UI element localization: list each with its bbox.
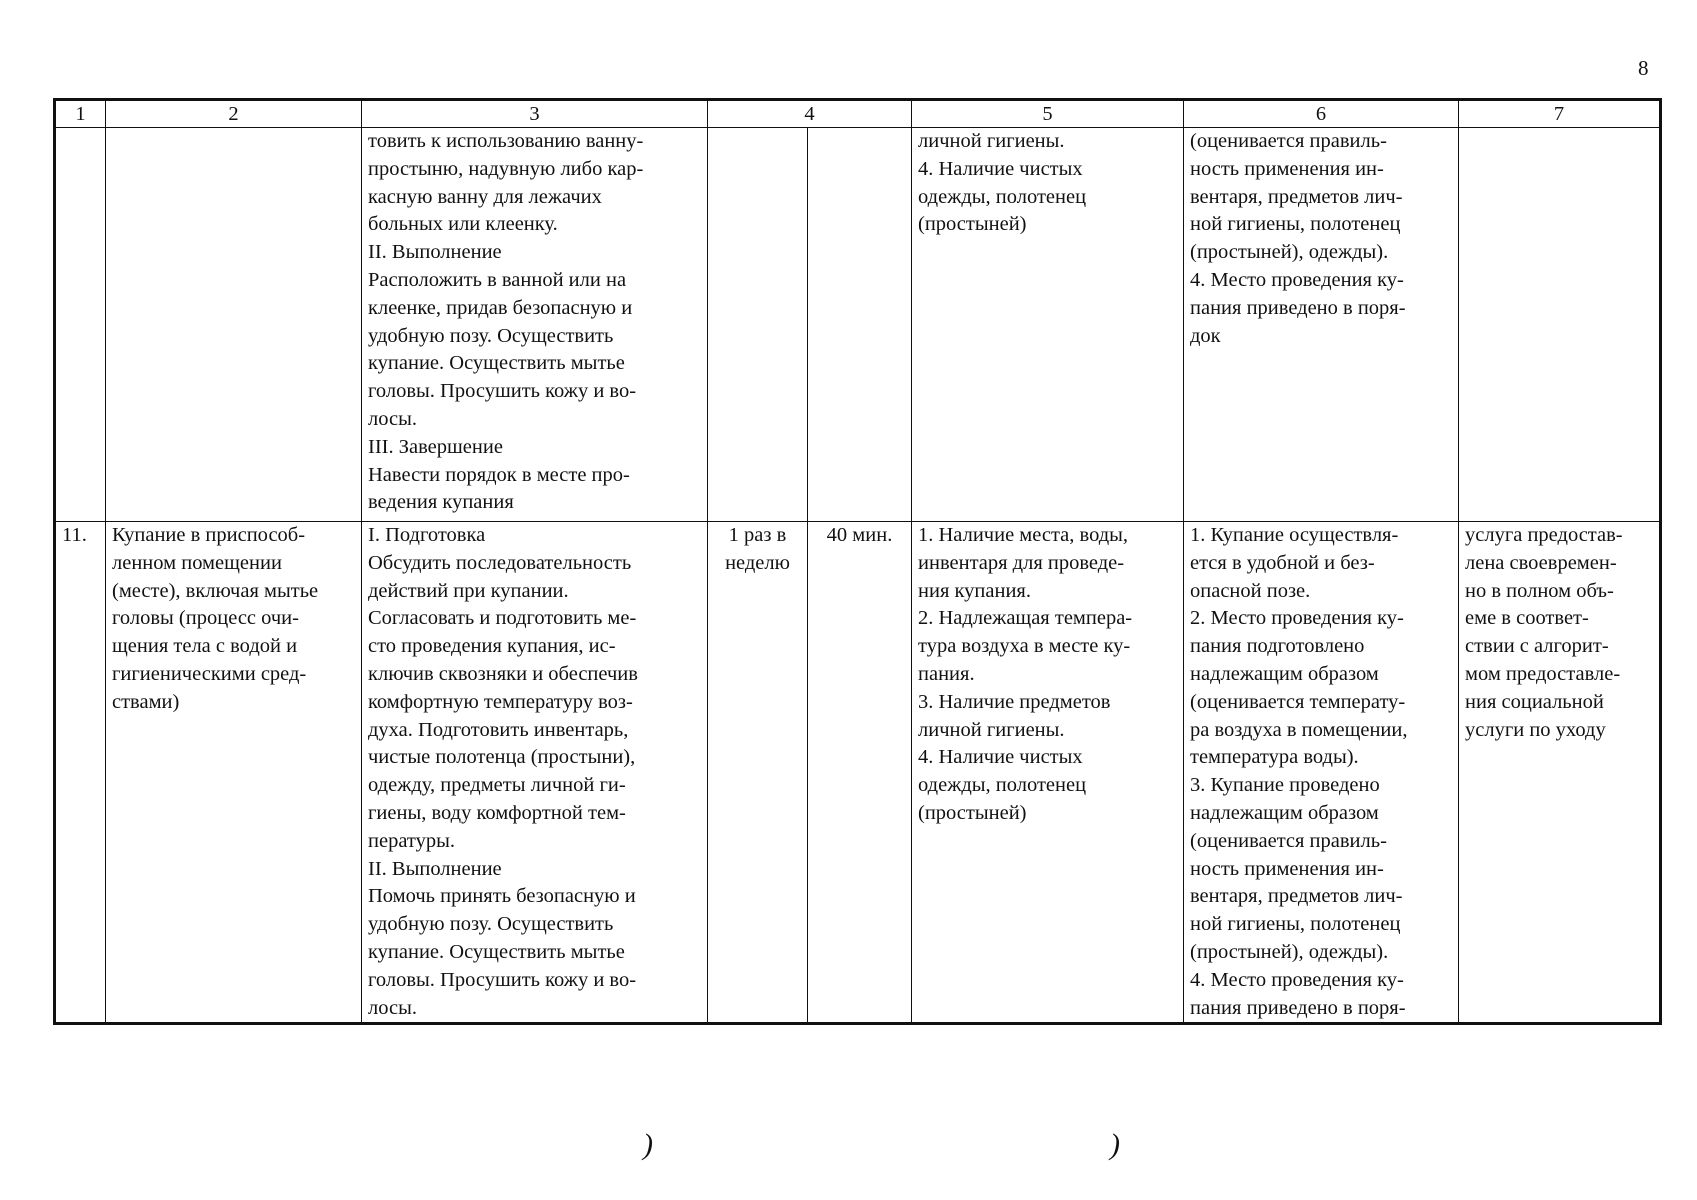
header-col-2: 2 [106,101,362,128]
footer-mark-right: ) [1110,1128,1120,1161]
page-number: 8 [1638,56,1649,80]
header-col-4: 4 [708,101,912,128]
header-row [56,101,1660,128]
cell-service [106,128,362,522]
cell-procedure: товить к использованию ванну- простыню, надувную либо кар- касную ванну для лежачих больных или клеенку. II. Выполнение Расположить в ванной или на клеенке, придав безопасную и удобную позу. Осуществить купание. Осуществить мытье головы. Просушить кожу и во- лосы. III. Завершение Навести порядок в месте про- ведения купания [362,128,708,522]
footer-mark-left: ) [643,1128,653,1161]
header-col-6: 6 [1184,101,1459,128]
cell-number: 11. [56,522,106,1023]
services-table [55,100,1660,1023]
cell-evaluation: услуга предостав- лена своевремен- но в полном объ- еме в соответ- ствии с алгорит- мом предоставле- ния социальной услуги по уходу [1459,522,1660,1023]
cell-duration [808,128,912,522]
cell-quality: (оценивается правиль- ность применения ин- вентаря, предметов лич- ной гигиены, полотенец (простыней), одежды). 4. Место проведения ку- пания приведено в поря- док [1184,128,1459,522]
cell-procedure: I. Подготовка Обсудить последовательность действий при купании. Согласовать и подготовить ме- сто проведения купания, ис- ключив сквозняки и обеспечив комфортную температуру воз- духа. Подготовить инвентарь, чистые полотенца (простыни), одежду, предметы личной ги- гиены, воду комфортной тем- пературы. II. Выполнение Помочь принять безопасную и удобную позу. Осуществить купание. Осуществить мытье головы. Просушить кожу и во- лосы. [362,522,708,1023]
cell-conditions: 1. Наличие места, воды, инвентаря для проведе- ния купания. 2. Надлежащая темпера- тура воздуха в месте ку- пания. 3. Наличие предметов личной гигиены. 4. Наличие чистых одежды, полотенец (простыней) [912,522,1184,1023]
table-row-continuation [56,128,1660,522]
header-col-1: 1 [56,101,106,128]
cell-number [56,128,106,522]
header-col-7: 7 [1459,101,1660,128]
cell-conditions: личной гигиены. 4. Наличие чистых одежды, полотенец (простыней) [912,128,1184,522]
cell-duration: 40 мин. [808,522,912,1023]
cell-frequency: 1 раз в неделю [708,522,808,1023]
cell-evaluation [1459,128,1660,522]
cell-quality: 1. Купание осуществля- ется в удобной и без- опасной позе. 2. Место проведения ку- пания подготовлено надлежащим образом (оценивается температу- ра воздуха в помещении, температура воды). 3. Купание проведено надлежащим образом (оценивается правиль- ность применения ин- вентаря, предметов лич- ной гигиены, полотенец (простыней), одежды). 4. Место проведения ку- пания приведено в поря- [1184,522,1459,1023]
cell-service: Купание в приспособ- ленном помещении (месте), включая мытье головы (процесс очи- щения тела с водой и гигиеническими сред- ствами) [106,522,362,1023]
cell-frequency [708,128,808,522]
table-row-11 [56,522,1660,1023]
header-col-5: 5 [912,101,1184,128]
header-col-3: 3 [362,101,708,128]
